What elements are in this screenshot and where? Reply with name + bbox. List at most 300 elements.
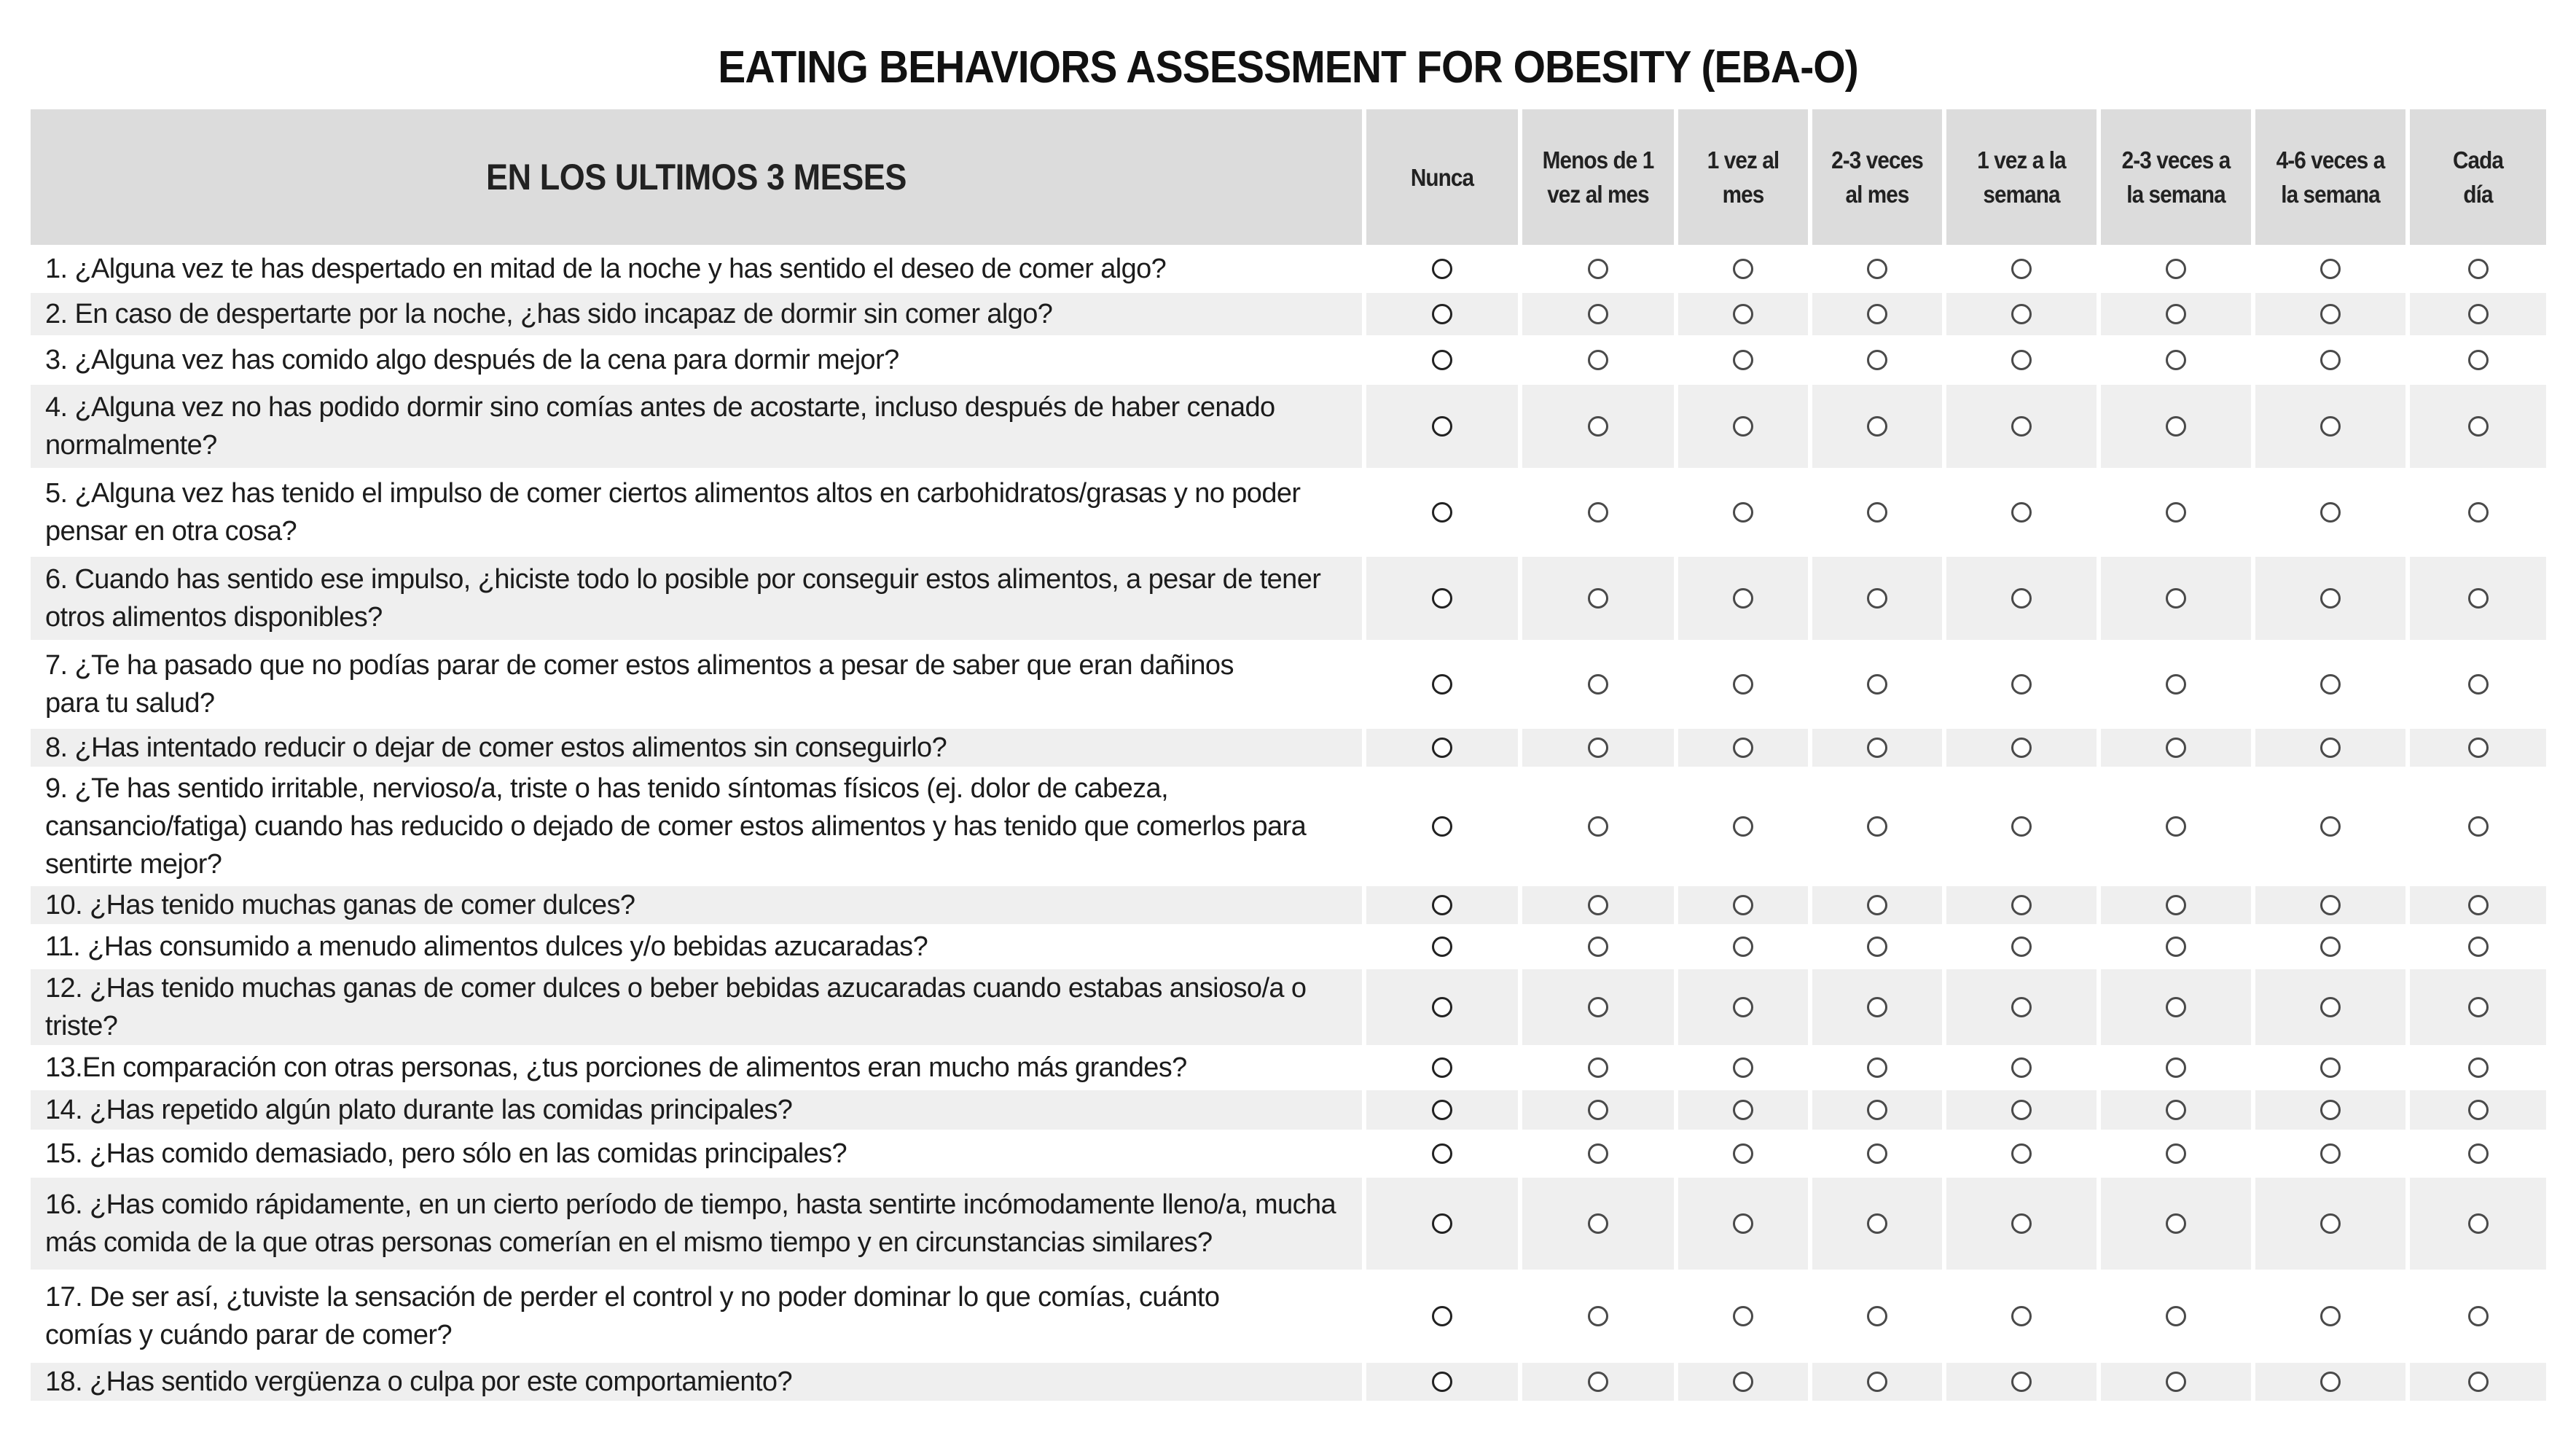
radio-q17-option-7[interactable]	[2320, 1306, 2341, 1326]
question-row-16	[31, 1175, 2546, 1270]
option-cell	[2251, 382, 2405, 468]
option-cell	[1674, 966, 1808, 1045]
radio-q4-option-6[interactable]	[2166, 416, 2186, 437]
question-row-3	[31, 335, 2546, 382]
radio-q17-option-3[interactable]	[1733, 1306, 1753, 1326]
option-cell	[2097, 1270, 2251, 1360]
radio-q6-option-8[interactable]	[2468, 588, 2489, 609]
question-text-cell	[31, 1130, 1362, 1175]
radio-q1-option-3[interactable]	[1733, 259, 1753, 279]
option-cell	[2405, 1175, 2546, 1270]
option-cell	[1362, 1270, 1518, 1360]
radio-q7-option-1[interactable]	[1432, 674, 1452, 695]
question-text: 5. ¿Alguna vez has tenido el impulso de comer ciertos alimentos altos en carbohidratos/grasas y no poder pensar en otra cosa?	[45, 478, 1301, 547]
option-cell	[2097, 290, 2251, 335]
radio-q2-option-1[interactable]	[1432, 304, 1452, 324]
option-cell	[1942, 1045, 2097, 1087]
option-cell	[2251, 966, 2405, 1045]
option-cell	[1808, 335, 1942, 382]
radio-q6-option-7[interactable]	[2320, 588, 2341, 609]
question-text-cell	[31, 468, 1362, 554]
radio-q8-option-2[interactable]	[1588, 738, 1608, 758]
question-row-15	[31, 1130, 2546, 1175]
radio-q17-option-4[interactable]	[1867, 1306, 1887, 1326]
radio-q10-option-4[interactable]	[1867, 895, 1887, 915]
radio-q13-option-1[interactable]	[1432, 1057, 1452, 1078]
radio-q9-option-4[interactable]	[1867, 816, 1887, 837]
radio-q13-option-8[interactable]	[2468, 1057, 2489, 1078]
option-cell	[1362, 245, 1518, 290]
question-text-cell	[31, 883, 1362, 924]
option-cell	[1942, 290, 2097, 335]
question-text-cell	[31, 290, 1362, 335]
option-cell	[1518, 245, 1674, 290]
question-row-17	[31, 1270, 2546, 1360]
question-row-13	[31, 1045, 2546, 1087]
radio-q18-option-4[interactable]	[1867, 1372, 1887, 1392]
radio-q1-option-5[interactable]	[2011, 259, 2032, 279]
radio-q12-option-6[interactable]	[2166, 997, 2186, 1017]
question-text: 6. Cuando has sentido ese impulso, ¿hiciste todo lo posible por conseguir estos alimentos, a pesar de tener otros alimentos disponibles?	[45, 564, 1321, 633]
radio-q12-option-4[interactable]	[1867, 997, 1887, 1017]
question-text: 4. ¿Alguna vez no has podido dormir sino comías antes de acostarte, incluso después de haber cenado normalmente?	[45, 392, 1275, 461]
option-cell	[2251, 1270, 2405, 1360]
radio-q1-option-2[interactable]	[1588, 259, 1608, 279]
option-cell	[1808, 245, 1942, 290]
radio-q9-option-5[interactable]	[2011, 816, 2032, 837]
option-cell	[2097, 1087, 2251, 1130]
radio-q17-option-8[interactable]	[2468, 1306, 2489, 1326]
radio-q16-option-3[interactable]	[1733, 1213, 1753, 1234]
question-row-4	[31, 382, 2546, 468]
option-cell	[2405, 245, 2546, 290]
option-cell	[1942, 382, 2097, 468]
option-header-cada-dia: Cada día	[2405, 109, 2546, 245]
question-text-cell	[31, 767, 1362, 883]
option-cell	[1942, 883, 2097, 924]
radio-q14-option-5[interactable]	[2011, 1100, 2032, 1120]
radio-q17-option-5[interactable]	[2011, 1306, 2032, 1326]
option-cell	[1518, 767, 1674, 883]
radio-q16-option-1[interactable]	[1432, 1213, 1452, 1234]
option-cell	[1362, 468, 1518, 554]
radio-q15-option-4[interactable]	[1867, 1143, 1887, 1164]
question-row-8	[31, 726, 2546, 767]
radio-q16-option-4[interactable]	[1867, 1213, 1887, 1234]
option-cell	[2097, 554, 2251, 640]
radio-q8-option-5[interactable]	[2011, 738, 2032, 758]
option-cell	[1942, 966, 2097, 1045]
option-cell	[2405, 1270, 2546, 1360]
radio-q18-option-6[interactable]	[2166, 1372, 2186, 1392]
radio-q15-option-5[interactable]	[2011, 1143, 2032, 1164]
option-cell	[2251, 767, 2405, 883]
radio-q2-option-8[interactable]	[2468, 304, 2489, 324]
question-text: 13.En comparación con otras personas, ¿tus porciones de alimentos eran mucho más grandes?	[45, 1052, 1187, 1083]
question-text: 15. ¿Has comido demasiado, pero sólo en las comidas principales?	[45, 1138, 847, 1169]
radio-q6-option-1[interactable]	[1432, 588, 1452, 609]
radio-q10-option-8[interactable]	[2468, 895, 2489, 915]
radio-q11-option-3[interactable]	[1733, 936, 1753, 957]
radio-q2-option-7[interactable]	[2320, 304, 2341, 324]
question-row-12	[31, 966, 2546, 1045]
radio-q2-option-6[interactable]	[2166, 304, 2186, 324]
survey-table	[31, 109, 2546, 1401]
question-text: 17. De ser así, ¿tuviste la sensación de perder el control y no poder dominar lo que comías, cuánto comías y cuándo parar de comer?	[45, 1282, 1220, 1350]
radio-q7-option-3[interactable]	[1733, 674, 1753, 695]
radio-q12-option-2[interactable]	[1588, 997, 1608, 1017]
question-text-cell	[31, 382, 1362, 468]
radio-q16-option-2[interactable]	[1588, 1213, 1608, 1234]
question-row-14	[31, 1087, 2546, 1130]
option-cell	[1942, 726, 2097, 767]
option-cell	[2251, 1360, 2405, 1401]
option-cell	[2405, 1087, 2546, 1130]
radio-q4-option-2[interactable]	[1588, 416, 1608, 437]
question-row-18	[31, 1360, 2546, 1401]
radio-q11-option-2[interactable]	[1588, 936, 1608, 957]
option-cell	[1362, 1087, 1518, 1130]
radio-q14-option-2[interactable]	[1588, 1100, 1608, 1120]
question-row-11	[31, 924, 2546, 966]
radio-q6-option-4[interactable]	[1867, 588, 1887, 609]
option-cell	[1362, 1130, 1518, 1175]
radio-q8-option-7[interactable]	[2320, 738, 2341, 758]
option-cell	[1362, 883, 1518, 924]
option-cell	[2251, 883, 2405, 924]
radio-q10-option-7[interactable]	[2320, 895, 2341, 915]
question-text-cell	[31, 335, 1362, 382]
option-cell	[2405, 726, 2546, 767]
question-row-2	[31, 290, 2546, 335]
radio-q14-option-3[interactable]	[1733, 1100, 1753, 1120]
radio-q13-option-7[interactable]	[2320, 1057, 2341, 1078]
radio-q3-option-4[interactable]	[1867, 350, 1887, 370]
radio-q6-option-3[interactable]	[1733, 588, 1753, 609]
radio-q3-option-6[interactable]	[2166, 350, 2186, 370]
question-text-cell	[31, 726, 1362, 767]
option-cell	[1518, 726, 1674, 767]
radio-q5-option-3[interactable]	[1733, 502, 1753, 523]
radio-q1-option-8[interactable]	[2468, 259, 2489, 279]
radio-q12-option-5[interactable]	[2011, 997, 2032, 1017]
radio-q11-option-5[interactable]	[2011, 936, 2032, 957]
option-cell	[1808, 290, 1942, 335]
radio-q11-option-4[interactable]	[1867, 936, 1887, 957]
option-cell	[2251, 640, 2405, 726]
radio-q18-option-3[interactable]	[1733, 1372, 1753, 1392]
radio-q12-option-1[interactable]	[1432, 997, 1452, 1017]
question-text-cell	[31, 1360, 1362, 1401]
page-title: EATING BEHAVIORS ASSESSMENT FOR OBESITY (EBA-O)	[718, 42, 1858, 93]
question-text: 11. ¿Has consumido a menudo alimentos dulces y/o bebidas azucaradas?	[45, 931, 928, 962]
option-cell	[1942, 767, 2097, 883]
option-cell	[2097, 1360, 2251, 1401]
radio-q17-option-1[interactable]	[1432, 1306, 1452, 1326]
option-cell	[1518, 966, 1674, 1045]
option-cell	[1674, 1087, 1808, 1130]
radio-q15-option-1[interactable]	[1432, 1143, 1452, 1164]
option-cell	[1674, 335, 1808, 382]
radio-q8-option-8[interactable]	[2468, 738, 2489, 758]
question-row-6	[31, 554, 2546, 640]
radio-q15-option-6[interactable]	[2166, 1143, 2186, 1164]
radio-q18-option-5[interactable]	[2011, 1372, 2032, 1392]
option-cell	[1362, 554, 1518, 640]
radio-q4-option-8[interactable]	[2468, 416, 2489, 437]
option-cell	[1518, 1175, 1674, 1270]
option-cell	[1518, 924, 1674, 966]
radio-q11-option-7[interactable]	[2320, 936, 2341, 957]
option-cell	[1674, 1175, 1808, 1270]
radio-q4-option-7[interactable]	[2320, 416, 2341, 437]
radio-q6-option-2[interactable]	[1588, 588, 1608, 609]
radio-q10-option-5[interactable]	[2011, 895, 2032, 915]
radio-q8-option-6[interactable]	[2166, 738, 2186, 758]
radio-q3-option-1[interactable]	[1432, 350, 1452, 370]
table-header-row	[31, 109, 2546, 245]
radio-q9-option-2[interactable]	[1588, 816, 1608, 837]
option-cell	[1674, 924, 1808, 966]
radio-q16-option-7[interactable]	[2320, 1213, 2341, 1234]
radio-q10-option-6[interactable]	[2166, 895, 2186, 915]
radio-q4-option-1[interactable]	[1432, 416, 1452, 437]
option-cell	[2251, 468, 2405, 554]
radio-q13-option-3[interactable]	[1733, 1057, 1753, 1078]
option-cell	[2097, 640, 2251, 726]
radio-q10-option-3[interactable]	[1733, 895, 1753, 915]
radio-q16-option-8[interactable]	[2468, 1213, 2489, 1234]
option-cell	[1362, 767, 1518, 883]
option-cell	[1808, 1175, 1942, 1270]
radio-q9-option-1[interactable]	[1432, 816, 1452, 837]
option-cell	[2405, 767, 2546, 883]
option-cell	[2405, 1360, 2546, 1401]
radio-q5-option-5[interactable]	[2011, 502, 2032, 523]
option-cell	[2251, 924, 2405, 966]
option-cell	[1362, 1175, 1518, 1270]
option-cell	[2097, 1175, 2251, 1270]
option-cell	[2251, 1130, 2405, 1175]
option-cell	[1808, 1087, 1942, 1130]
radio-q10-option-1[interactable]	[1432, 895, 1452, 915]
question-row-1	[31, 245, 2546, 290]
option-cell	[1362, 290, 1518, 335]
radio-q3-option-3[interactable]	[1733, 350, 1753, 370]
option-cell	[1674, 382, 1808, 468]
option-cell	[1674, 1130, 1808, 1175]
radio-q2-option-4[interactable]	[1867, 304, 1887, 324]
option-header-nunca: Nunca	[1362, 109, 1518, 245]
radio-q11-option-8[interactable]	[2468, 936, 2489, 957]
radio-q17-option-2[interactable]	[1588, 1306, 1608, 1326]
question-text: 18. ¿Has sentido vergüenza o culpa por este comportamiento?	[45, 1366, 792, 1397]
radio-q5-option-1[interactable]	[1432, 502, 1452, 523]
option-cell	[2405, 1130, 2546, 1175]
option-cell	[1518, 1087, 1674, 1130]
radio-q14-option-4[interactable]	[1867, 1100, 1887, 1120]
option-cell	[1808, 966, 1942, 1045]
radio-q7-option-4[interactable]	[1867, 674, 1887, 695]
option-cell	[1674, 554, 1808, 640]
option-cell	[2405, 966, 2546, 1045]
option-cell	[2251, 1045, 2405, 1087]
radio-q18-option-7[interactable]	[2320, 1372, 2341, 1392]
radio-q10-option-2[interactable]	[1588, 895, 1608, 915]
option-cell	[2097, 767, 2251, 883]
radio-q13-option-4[interactable]	[1867, 1057, 1887, 1078]
radio-q3-option-7[interactable]	[2320, 350, 2341, 370]
option-cell	[2251, 335, 2405, 382]
option-cell	[1674, 1270, 1808, 1360]
radio-q13-option-5[interactable]	[2011, 1057, 2032, 1078]
radio-q9-option-6[interactable]	[2166, 816, 2186, 837]
radio-q15-option-7[interactable]	[2320, 1143, 2341, 1164]
radio-q3-option-5[interactable]	[2011, 350, 2032, 370]
question-text: 10. ¿Has tenido muchas ganas de comer dulces?	[45, 890, 635, 920]
radio-q3-option-8[interactable]	[2468, 350, 2489, 370]
question-text-cell	[31, 1270, 1362, 1360]
radio-q11-option-6[interactable]	[2166, 936, 2186, 957]
option-cell	[2405, 468, 2546, 554]
option-cell	[1942, 1270, 2097, 1360]
question-text-cell	[31, 1175, 1362, 1270]
radio-q1-option-7[interactable]	[2320, 259, 2341, 279]
question-text-cell	[31, 966, 1362, 1045]
question-row-5	[31, 468, 2546, 554]
option-header-1-vez-a-la-semana: 1 vez a la semana	[1942, 109, 2097, 245]
radio-q15-option-2[interactable]	[1588, 1143, 1608, 1164]
radio-q5-option-6[interactable]	[2166, 502, 2186, 523]
option-cell	[1942, 1175, 2097, 1270]
radio-q13-option-2[interactable]	[1588, 1057, 1608, 1078]
option-cell	[1942, 245, 2097, 290]
option-cell	[2405, 290, 2546, 335]
question-text: 12. ¿Has tenido muchas ganas de comer dulces o beber bebidas azucaradas cuando estabas ansioso/a o triste?	[45, 973, 1307, 1041]
option-cell	[1674, 245, 1808, 290]
option-cell	[1808, 382, 1942, 468]
radio-q11-option-1[interactable]	[1432, 936, 1452, 957]
radio-q16-option-5[interactable]	[2011, 1213, 2032, 1234]
option-cell	[2251, 245, 2405, 290]
option-cell	[1808, 554, 1942, 640]
option-cell	[1674, 726, 1808, 767]
radio-q5-option-7[interactable]	[2320, 502, 2341, 523]
radio-q14-option-7[interactable]	[2320, 1100, 2341, 1120]
option-cell	[1942, 554, 2097, 640]
radio-q4-option-4[interactable]	[1867, 416, 1887, 437]
radio-q12-option-8[interactable]	[2468, 997, 2489, 1017]
radio-q4-option-5[interactable]	[2011, 416, 2032, 437]
option-cell	[1808, 1270, 1942, 1360]
question-text-cell	[31, 924, 1362, 966]
radio-q15-option-3[interactable]	[1733, 1143, 1753, 1164]
option-cell	[2097, 1130, 2251, 1175]
radio-q2-option-5[interactable]	[2011, 304, 2032, 324]
radio-q4-option-3[interactable]	[1733, 416, 1753, 437]
option-cell	[1362, 924, 1518, 966]
radio-q7-option-7[interactable]	[2320, 674, 2341, 695]
option-cell	[1518, 1045, 1674, 1087]
option-cell	[1518, 335, 1674, 382]
radio-q18-option-1[interactable]	[1432, 1372, 1452, 1392]
option-cell	[1942, 468, 2097, 554]
option-header-2-3-veces-a-la-semana: 2-3 veces a la semana	[2097, 109, 2251, 245]
radio-q5-option-4[interactable]	[1867, 502, 1887, 523]
radio-q14-option-8[interactable]	[2468, 1100, 2489, 1120]
radio-q15-option-8[interactable]	[2468, 1143, 2489, 1164]
option-cell	[1518, 290, 1674, 335]
radio-q13-option-6[interactable]	[2166, 1057, 2186, 1078]
radio-q1-option-6[interactable]	[2166, 259, 2186, 279]
option-cell	[1808, 924, 1942, 966]
option-cell	[1518, 382, 1674, 468]
radio-q6-option-6[interactable]	[2166, 588, 2186, 609]
radio-q6-option-5[interactable]	[2011, 588, 2032, 609]
question-text-cell	[31, 245, 1362, 290]
radio-q7-option-5[interactable]	[2011, 674, 2032, 695]
radio-q7-option-2[interactable]	[1588, 674, 1608, 695]
option-header-menos-de-1-vez-al-mes: Menos de 1 vez al mes	[1518, 109, 1674, 245]
option-cell	[1674, 767, 1808, 883]
option-cell	[2097, 335, 2251, 382]
question-row-9	[31, 767, 2546, 883]
radio-q7-option-6[interactable]	[2166, 674, 2186, 695]
question-column-header: EN LOS ULTIMOS 3 MESES	[31, 109, 1362, 245]
radio-q5-option-8[interactable]	[2468, 502, 2489, 523]
question-text: 3. ¿Alguna vez has comido algo después de la cena para dormir mejor?	[45, 345, 899, 375]
radio-q12-option-3[interactable]	[1733, 997, 1753, 1017]
option-cell	[2097, 966, 2251, 1045]
radio-q9-option-8[interactable]	[2468, 816, 2489, 837]
radio-q12-option-7[interactable]	[2320, 997, 2341, 1017]
question-text: 7. ¿Te ha pasado que no podías parar de comer estos alimentos a pesar de saber que eran dañinos para tu salud?	[45, 650, 1234, 719]
radio-q8-option-1[interactable]	[1432, 738, 1452, 758]
radio-q14-option-1[interactable]	[1432, 1100, 1452, 1120]
option-cell	[1942, 640, 2097, 726]
radio-q7-option-8[interactable]	[2468, 674, 2489, 695]
radio-q2-option-2[interactable]	[1588, 304, 1608, 324]
radio-q1-option-4[interactable]	[1867, 259, 1887, 279]
option-cell	[2097, 726, 2251, 767]
question-text: 1. ¿Alguna vez te has despertado en mitad de la noche y has sentido el deseo de comer algo?	[45, 254, 1167, 284]
option-cell	[1518, 1130, 1674, 1175]
question-text-cell	[31, 1045, 1362, 1087]
radio-q14-option-6[interactable]	[2166, 1100, 2186, 1120]
option-cell	[1518, 883, 1674, 924]
radio-q1-option-1[interactable]	[1432, 259, 1452, 279]
option-cell	[2251, 554, 2405, 640]
option-cell	[2405, 924, 2546, 966]
option-cell	[1518, 1270, 1674, 1360]
radio-q9-option-7[interactable]	[2320, 816, 2341, 837]
option-cell	[2097, 382, 2251, 468]
option-cell	[1362, 1045, 1518, 1087]
radio-q9-option-3[interactable]	[1733, 816, 1753, 837]
radio-q18-option-2[interactable]	[1588, 1372, 1608, 1392]
radio-q8-option-3[interactable]	[1733, 738, 1753, 758]
radio-q18-option-8[interactable]	[2468, 1372, 2489, 1392]
radio-q5-option-2[interactable]	[1588, 502, 1608, 523]
radio-q8-option-4[interactable]	[1867, 738, 1887, 758]
radio-q3-option-2[interactable]	[1588, 350, 1608, 370]
radio-q2-option-3[interactable]	[1733, 304, 1753, 324]
option-cell	[1808, 767, 1942, 883]
radio-q17-option-6[interactable]	[2166, 1306, 2186, 1326]
radio-q16-option-6[interactable]	[2166, 1213, 2186, 1234]
option-cell	[1942, 1130, 2097, 1175]
question-text: 16. ¿Has comido rápidamente, en un cierto período de tiempo, hasta sentirte incómodamente lleno/a, mucha más comida de la que otras personas comerían en el mismo tiempo y en circunstancias similares?	[45, 1189, 1336, 1258]
